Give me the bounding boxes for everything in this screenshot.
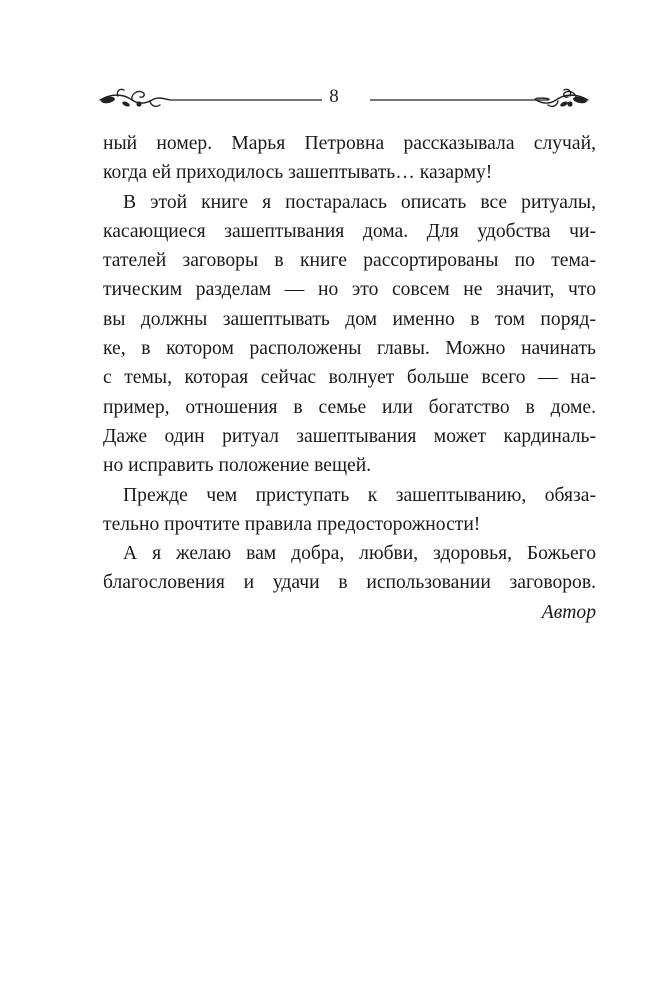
text-line: ный номер. Марья Петровна рассказывала случай,: [103, 133, 596, 154]
text-line: тическим разделам — но это совсем не значит, что: [103, 279, 596, 301]
text-line: касающиеся зашептывания дома. Для удобства чи-: [103, 220, 596, 242]
text-line: с темы, которая сейчас волнует больше всего — на-: [103, 367, 596, 389]
text-line: тельно прочтите правила предосторожности!: [103, 513, 481, 535]
text-line: Даже один ритуал зашептывания может кардиналь-: [103, 425, 596, 447]
text-line: но исправить положение вещей.: [103, 455, 372, 477]
text-line: когда ей приходилось зашептывать… казарму!: [103, 162, 493, 184]
text-line: А я желаю вам добра, любви, здоровья, Божьего: [123, 543, 596, 565]
text-line: В этой книге я постаралась описать все ритуалы,: [123, 191, 596, 213]
text-line: вы должны зашептывать дом именно в том поряд-: [103, 308, 596, 330]
text-line: благословения и удачи в использовании заговоров.: [103, 572, 596, 594]
author-signature: Автор: [541, 601, 596, 623]
text-line: тателей заговоры в книге рассортированы по тема-: [103, 250, 596, 272]
text-line: Прежде чем приступать к зашептыванию, обяза-: [123, 484, 596, 506]
body-text: [103, 129, 596, 627]
text-line: пример, отношения в семье или богатство в доме.: [103, 396, 596, 418]
text-line: ке, в котором расположены главы. Можно начинать: [103, 338, 596, 360]
page-number: 8: [329, 86, 339, 107]
